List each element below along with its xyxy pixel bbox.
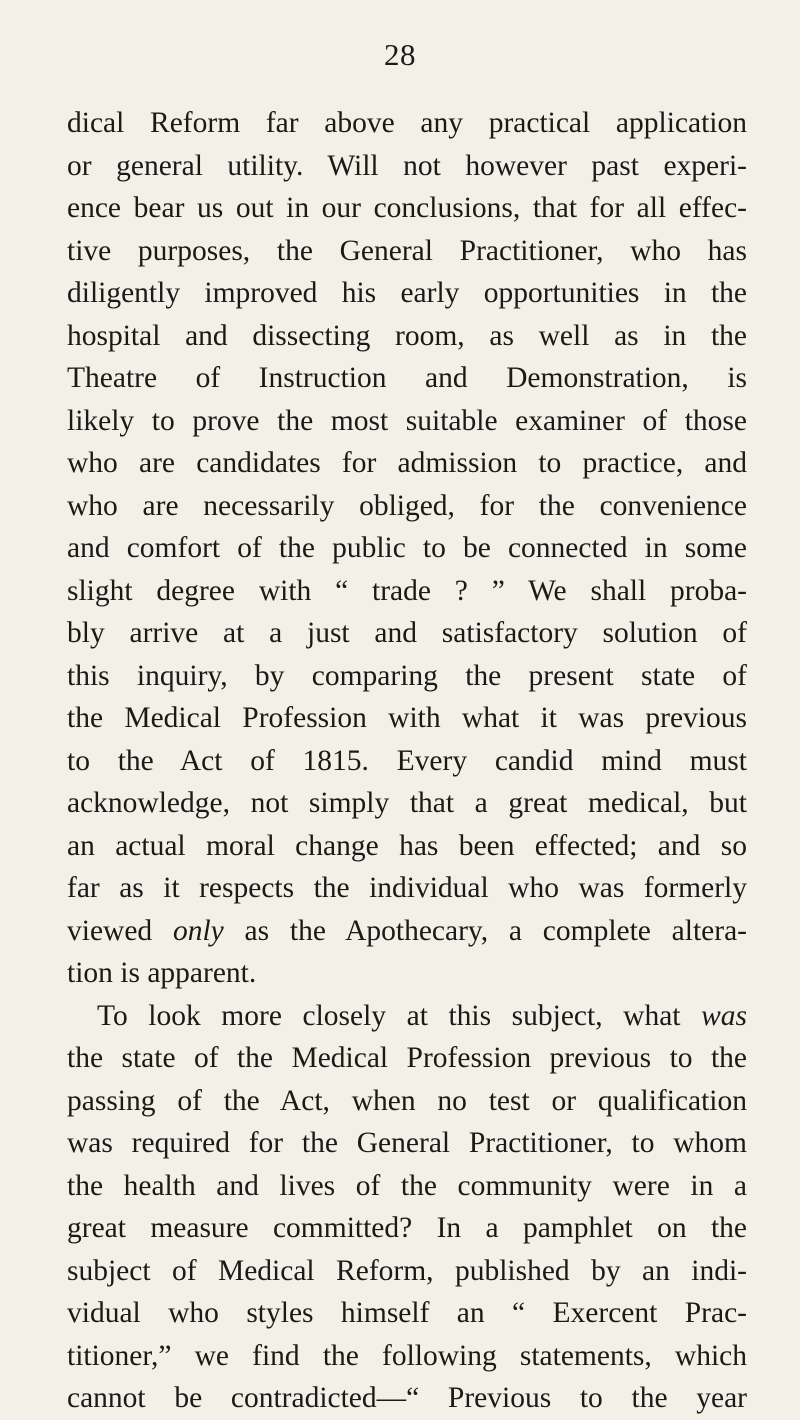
text-line: the state of the Medical Profession previous to the <box>67 1042 747 1074</box>
text-line: dical Reform far above any practical application <box>67 107 747 139</box>
text-line: was required for the General Practitioner, to whom <box>67 1127 747 1159</box>
page-number: 28 <box>384 37 416 72</box>
paragraph-end-line: tion is apparent. <box>67 957 257 989</box>
italic-emphasis: was <box>701 999 747 1032</box>
text-line: acknowledge, not simply that a great medical, but <box>67 787 747 819</box>
text-line: cannot be contradicted—“ Previous to the year <box>67 1382 747 1414</box>
text-line: diligently improved his early opportunities in the <box>67 277 747 309</box>
paragraph-start-line: To look more closely at this subject, what was <box>97 999 747 1032</box>
text-line: and comfort of the public to be connected in some <box>67 532 747 564</box>
italic-emphasis: only <box>172 914 224 947</box>
text-line: bly arrive at a just and satisfactory solution of <box>67 617 747 649</box>
body-text <box>67 102 747 1420</box>
text-line: vidual who styles himself an “ Exercent Prac- <box>67 1297 747 1329</box>
text-line: the health and lives of the community were in a <box>67 1169 747 1202</box>
text-line: tive purposes, the General Practitioner, who has <box>67 234 747 267</box>
text-line: hospital and dissecting room, as well as in the <box>67 319 747 352</box>
text-line: slight degree with “ trade ? ” We shall proba- <box>67 574 747 607</box>
text-line: who are necessarily obliged, for the convenience <box>67 489 747 522</box>
text-line: or general utility. Will not however past experi- <box>67 149 747 182</box>
text-line: far as it respects the individual who was formerly <box>67 872 747 904</box>
text-line: the Medical Profession with what it was previous <box>67 702 747 734</box>
text-line: this inquiry, by comparing the present state of <box>67 659 747 692</box>
text-line: Theatre of Instruction and Demonstration, is <box>67 362 747 394</box>
text-line: ence bear us out in our conclusions, that for all effec- <box>67 192 747 224</box>
text-line: viewed only as the Apothecary, a complete altera- <box>67 914 747 947</box>
text-line: subject of Medical Reform, published by an indi- <box>67 1254 747 1287</box>
text-line: likely to prove the most suitable examiner of those <box>67 404 747 437</box>
text-line: who are candidates for admission to practice, and <box>67 447 747 479</box>
text-line: to the Act of 1815. Every candid mind must <box>67 744 747 777</box>
text-line: passing of the Act, when no test or qualification <box>67 1084 747 1117</box>
text-line: titioner,” we find the following statements, which <box>67 1339 747 1372</box>
text-line: great measure committed? In a pamphlet on the <box>67 1212 747 1244</box>
text-line: an actual moral change has been effected; and so <box>67 829 747 862</box>
